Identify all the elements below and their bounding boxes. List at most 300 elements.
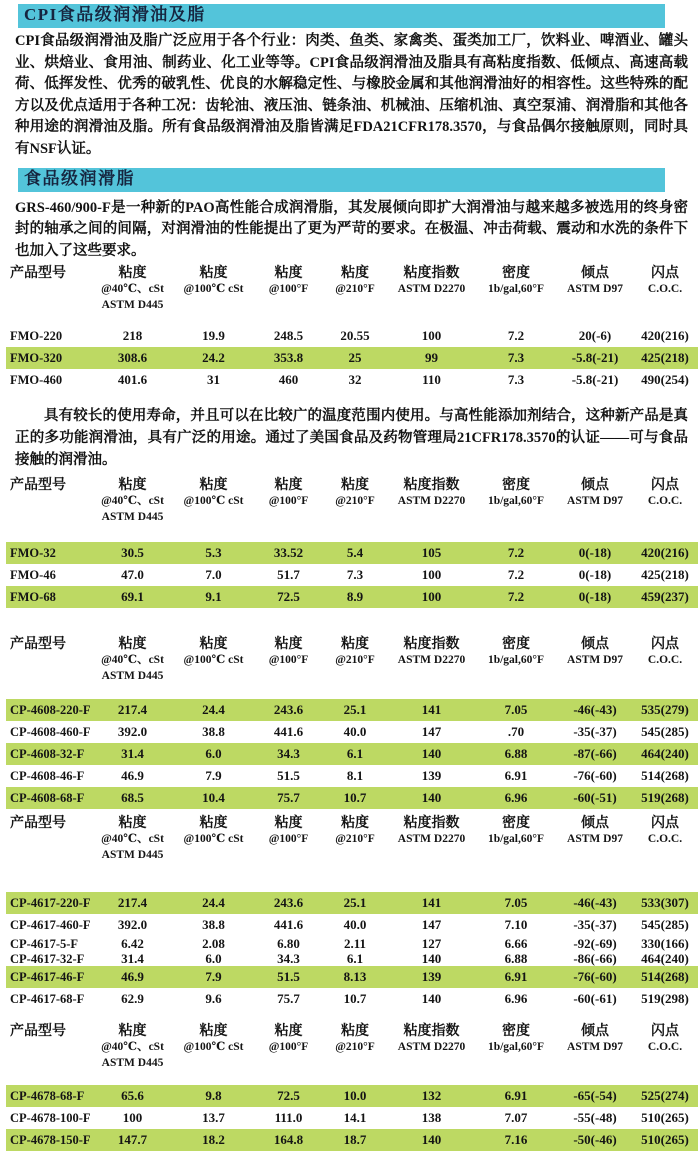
column-header-line: ASTM D97 [567,654,623,667]
value-cell: -5.8(-21) [571,372,619,388]
product-model-cell: CP-4608-32-F [10,747,85,762]
column-header [94,265,171,313]
value-cell: 10.7 [343,790,367,806]
value-cell: 6.80 [277,935,300,951]
value-cell: 6.66 [504,935,528,951]
column-header-line: 密度 [502,478,530,494]
value-cell: 7.3 [507,350,525,366]
value-cell: -76(-60) [573,768,617,784]
value-cell: -35(-37) [573,724,617,740]
value-cell: 127 [421,935,442,951]
column-header-line: @100℃ cSt [183,654,244,667]
column-header [558,636,632,669]
column-header-line: 粘度 [274,816,303,832]
column-header [632,477,698,510]
table-cp4617 [6,815,698,1010]
column-header-line: 1b/gal,60°F [487,1041,545,1054]
column-header [321,636,389,669]
product-model-cell: CP-4617-460-F [10,918,91,933]
value-cell: 38.8 [202,724,225,740]
product-model-cell: CP-4617-5-F [10,936,79,951]
column-header-line: C.O.C. [647,495,683,508]
table-body [6,325,698,391]
column-header [171,636,256,669]
column-header-line: ASTM D2270 [397,283,466,296]
value-cell: 519(298) [641,991,689,1007]
value-cell: 141 [421,702,442,718]
value-cell: 7.3 [507,372,525,388]
main-section-title: CPI食品级润滑油及脂 [24,5,206,24]
column-header [558,815,632,848]
column-header-line: 1b/gal,60°F [487,495,545,508]
value-cell: 10.4 [202,790,225,806]
value-cell: 392.0 [117,724,148,740]
value-cell: 100 [421,589,442,605]
value-cell: 100 [421,567,442,583]
column-header-line: ASTM D2270 [397,495,466,508]
table-row [6,347,698,369]
value-cell: 353.8 [273,350,304,366]
product-model-cell: CP-4617-68-F [10,992,85,1007]
value-cell: 6.1 [346,746,364,762]
value-cell: 248.5 [273,328,304,344]
value-cell: -65(-54) [573,1088,617,1104]
value-cell: 38.8 [202,917,225,933]
value-cell: 46.9 [121,969,144,985]
product-model-cell: CP-4608-460-F [10,725,91,740]
column-header [632,265,698,298]
column-header-line: 产品型号 [10,1024,66,1040]
value-cell: 51.5 [277,768,300,784]
value-cell: -55(-48) [573,1110,617,1126]
column-header [256,815,321,848]
value-cell: 111.0 [274,1110,303,1126]
column-header-line: 粘度 [274,637,303,653]
column-header [632,815,698,848]
value-cell: 525(274) [641,1088,689,1104]
value-cell: 519(268) [641,790,689,806]
column-header-line: 粘度 [341,478,369,494]
value-cell: 7.10 [504,917,528,933]
value-cell: 32 [348,372,362,388]
column-header-line: ASTM D97 [567,833,623,846]
value-cell: 69.1 [121,589,144,605]
value-cell: 25 [348,350,362,366]
column-header-line: 粘度 [199,266,228,282]
column-header-line: 倾点 [581,1024,609,1040]
value-cell: 0(-18) [578,545,612,561]
column-header-line: ASTM D97 [567,1041,623,1054]
table-fmo-light [6,477,698,608]
product-model-cell: CP-4608-46-F [10,769,85,784]
value-cell: 2.11 [343,935,367,951]
value-cell: 7.2 [507,545,525,561]
column-header-line: @210°F [335,654,375,667]
value-cell: 25.1 [343,895,367,911]
intro-paragraph: CPI食品级润滑油及脂广泛应用于各个行业：肉类、鱼类、家禽类、蛋类加工厂，饮料业、啤酒业、罐头业、烘焙业、食用油、制药业、化工业等等。CPI食品级润滑油及脂具有高粘度指数、低倾点、高速高载荷、低挥发性、优秀的破乳性、优良的水解稳定性、与橡胶金属和其他润滑油好的相容性。这些特殊的配方以及优点适用于各种工况：齿轮油、液压油、链条油、机械油、压缩机油、真空泵浦、润滑脂和其他各种用途的润滑油及脂。所有食品级润滑油及脂皆满足FDA21CFR178.3570，与食品偶尔接触原则，同时具有NSF认证。 [15,33,688,157]
value-cell: 140 [421,1132,442,1148]
column-header [321,265,389,298]
value-cell: 25.1 [343,702,367,718]
value-cell: 7.07 [504,1110,528,1126]
value-cell: 147.7 [117,1132,148,1148]
value-cell: 99 [425,350,438,366]
value-cell: 7.9 [205,768,222,784]
table-header-row [6,477,698,527]
value-cell: 31.4 [121,950,144,966]
column-header [389,815,474,848]
table-row [6,564,698,586]
value-cell: 514(268) [641,969,689,985]
value-cell: 5.3 [205,545,222,561]
column-header [558,477,632,510]
value-cell: 2.08 [202,935,225,951]
table-header-row [6,815,698,865]
column-header [389,265,474,298]
value-cell: 47.0 [121,567,144,583]
product-model-cell: CP-4678-100-F [10,1111,91,1126]
column-header [171,1023,256,1056]
value-cell: 40.0 [343,917,367,933]
table-row [6,936,698,951]
value-cell: 9.6 [205,991,222,1007]
product-model-cell: FMO-46 [10,568,56,583]
column-header-line: 粘度指数 [403,637,460,653]
column-header-line: ASTM D445 [101,848,164,861]
value-cell: 141 [421,895,442,911]
column-header [321,1023,389,1056]
value-cell: 30.5 [121,545,144,561]
column-header-line: 产品型号 [10,637,66,653]
value-cell: 420(216) [641,545,689,561]
value-cell: 7.05 [504,702,528,718]
value-cell: 7.3 [346,567,364,583]
column-header-line: 倾点 [581,266,609,282]
column-header-line: C.O.C. [647,654,683,667]
column-header [256,636,321,669]
value-cell: 0(-18) [578,589,612,605]
table-row [6,369,698,391]
value-cell: 218 [122,328,143,344]
product-model-cell: CP-4678-68-F [10,1089,85,1104]
column-header-line: @100°F [268,495,309,508]
column-header [94,636,171,684]
column-header-line: 1b/gal,60°F [487,654,545,667]
column-header-line: 密度 [502,266,530,282]
value-cell: 6.96 [504,790,528,806]
column-header [474,1023,558,1056]
column-header-line: ASTM D445 [101,298,164,311]
column-header [389,1023,474,1056]
table-header-row [6,636,698,686]
value-cell: 6.91 [504,969,528,985]
table-row [6,1129,698,1151]
table-row [6,1085,698,1107]
column-header [389,636,474,669]
column-header-line: @100℃ cSt [183,283,244,296]
value-cell: 10.0 [343,1088,367,1104]
product-model-cell: FMO-32 [10,546,56,561]
table-body [6,1085,698,1151]
column-header-line: @40℃、cSt [101,495,164,508]
column-header-line: 闪点 [651,478,679,494]
column-header-line: 粘度指数 [403,478,460,494]
value-cell: 14.1 [343,1110,367,1126]
value-cell: 51.7 [277,567,300,583]
value-cell: 75.7 [277,790,300,806]
column-header-line: @100°F [268,283,309,296]
column-header [632,636,698,669]
value-cell: 164.8 [273,1132,304,1148]
value-cell: 7.05 [504,895,528,911]
value-cell: -50(-46) [573,1132,617,1148]
column-header-line: C.O.C. [647,283,683,296]
value-cell: -35(-37) [573,917,617,933]
value-cell: 0(-18) [578,567,612,583]
value-cell: 510(265) [641,1110,689,1126]
value-cell: 6.88 [504,950,528,966]
table-row [6,699,698,721]
product-model-cell: FMO-68 [10,590,56,605]
column-header-line: 粘度 [341,266,369,282]
table-header-row [6,265,698,315]
value-cell: 7.0 [205,567,222,583]
value-cell: 46.9 [121,768,144,784]
product-model-cell: CP-4678-150-F [10,1133,91,1148]
value-cell: 6.88 [504,746,528,762]
product-model-cell: CP-4617-220-F [10,896,91,911]
value-cell: 9.8 [205,1088,222,1104]
column-header-line: ASTM D2270 [397,1041,466,1054]
column-header [6,636,94,653]
column-header-line: C.O.C. [647,1041,683,1054]
value-cell: 330(166) [641,935,689,951]
value-cell: -86(-66) [573,950,617,966]
value-cell: 514(268) [641,768,689,784]
column-header-line: ASTM D445 [101,1056,164,1069]
table-header-row [6,1023,698,1073]
fmo-paragraph: 具有较长的使用寿命，并且可以在比较广的温度范围内使用。与高性能添加剂结合，这种新产品是真正的多功能润滑油，具有广泛的用途。通过了美国食品及药物管理局21CFR178.3570的认证——可与食品接触的润滑油。 [15,408,688,468]
column-header-line: @100℃ cSt [183,833,244,846]
value-cell: 392.0 [117,917,148,933]
value-cell: 7.16 [504,1132,528,1148]
column-header [256,477,321,510]
column-header [558,1023,632,1056]
column-header-line: ASTM D445 [101,669,164,682]
column-header [558,265,632,298]
column-header-line: ASTM D97 [567,283,623,296]
value-cell: 217.4 [117,895,148,911]
column-header-line: 粘度 [118,816,147,832]
value-cell: 75.7 [277,991,300,1007]
table-cp4608 [6,636,698,809]
value-cell: 31 [207,372,220,388]
column-header-line: @210°F [335,833,375,846]
column-header-line: 粘度 [118,266,147,282]
value-cell: 20(-6) [578,328,612,344]
column-header [474,815,558,848]
column-header-line: 粘度 [199,637,228,653]
grease-paragraph: GRS-460/900-F是一种新的PAO高性能合成润滑脂，其发展倾向即扩大润滑油与越来越多被选用的终身密封的轴承之间的间隔，对润滑油的性能提出了更为严苛的要求。在极温、冲击荷载、震动和水洗的条件下也加入了这些要求。 [15,199,688,259]
value-cell: 139 [421,969,442,985]
column-header [256,265,321,298]
value-cell: -92(-69) [573,935,617,951]
table-row [6,325,698,347]
value-cell: 100 [421,328,442,344]
table-row [6,721,698,743]
column-header-line: @40℃、cSt [101,1041,164,1054]
value-cell: 308.6 [117,350,148,366]
value-cell: 510(265) [641,1132,689,1148]
value-cell: 105 [421,545,442,561]
column-header-line: @100°F [268,833,309,846]
product-model-cell: FMO-320 [10,351,63,366]
product-model-cell: CP-4608-68-F [10,791,85,806]
value-cell: 243.6 [273,702,304,718]
value-cell: 10.7 [343,991,367,1007]
column-header-line: 粘度 [118,478,147,494]
value-cell: 132 [421,1088,442,1104]
column-header [632,1023,698,1056]
column-header-line: @40℃、cSt [101,833,164,846]
value-cell: 6.91 [504,768,528,784]
product-model-cell: FMO-460 [10,373,63,388]
value-cell: 72.5 [277,589,300,605]
column-header-line: 粘度 [341,816,369,832]
value-cell: 34.3 [277,950,300,966]
column-header-line: 倾点 [581,637,609,653]
table-body [6,542,698,608]
value-cell: 33.52 [273,545,304,561]
value-cell: 460 [278,372,299,388]
column-header-line: 密度 [502,1024,530,1040]
value-cell: -60(-51) [573,790,617,806]
value-cell: 138 [421,1110,442,1126]
column-header-line: 倾点 [581,816,609,832]
product-model-cell: CP-4617-46-F [10,970,85,985]
value-cell: 7.2 [507,589,525,605]
value-cell: 31.4 [121,746,144,762]
column-header-line: 粘度 [199,816,228,832]
value-cell: 8.13 [343,969,367,985]
value-cell: 72.5 [277,1088,300,1104]
value-cell: 425(218) [641,350,689,366]
column-header-line: 密度 [502,637,530,653]
table-row [6,765,698,787]
column-header [94,815,171,863]
table-row [6,1107,698,1129]
value-cell: 9.1 [205,589,222,605]
value-cell: 140 [421,746,442,762]
column-header [94,1023,171,1071]
column-header [6,1023,94,1040]
value-cell: 464(240) [641,950,689,966]
column-header-line: @100°F [268,1041,309,1054]
value-cell: 459(237) [641,589,689,605]
value-cell: 68.5 [121,790,144,806]
column-header [321,815,389,848]
column-header-line: 粘度 [199,478,228,494]
column-header-line: 倾点 [581,478,609,494]
value-cell: -87(-66) [573,746,617,762]
column-header-line: 闪点 [651,266,679,282]
value-cell: 7.2 [507,328,525,344]
value-cell: -5.8(-21) [571,350,619,366]
value-cell: 19.9 [202,328,225,344]
column-header-line: 粘度 [274,266,303,282]
column-header-line: 粘度 [118,1024,147,1040]
value-cell: 5.4 [346,545,364,561]
column-header-line: C.O.C. [647,833,683,846]
table-row [6,988,698,1010]
value-cell: -76(-60) [573,969,617,985]
column-header [474,636,558,669]
column-header-line: @210°F [335,1041,375,1054]
column-header [6,477,94,494]
column-header [474,477,558,510]
column-header-line: @40℃、cSt [101,654,164,667]
column-header [6,265,94,282]
table-row [6,743,698,765]
column-header [474,265,558,298]
table-cp4678 [6,1023,698,1151]
column-header-line: 粘度 [274,478,303,494]
value-cell: 147 [421,917,442,933]
value-cell: 464(240) [641,746,689,762]
product-model-cell: FMO-220 [10,329,63,344]
column-header [94,477,171,525]
value-cell: 545(285) [641,724,689,740]
section-bar-grease [18,168,665,192]
column-header-line: 粘度 [341,637,369,653]
value-cell: 147 [421,724,442,740]
table-row [6,586,698,608]
value-cell: .70 [507,724,525,740]
column-header-line: @210°F [335,495,375,508]
column-header-line: ASTM D445 [101,510,164,523]
column-header [171,477,256,510]
column-header-line: 粘度 [341,1024,369,1040]
table-row [6,914,698,936]
section-bar-main [18,4,665,28]
column-header-line: 密度 [502,816,530,832]
column-header-line: 产品型号 [10,478,66,494]
table-body [6,892,698,1010]
value-cell: 140 [421,950,442,966]
value-cell: 40.0 [343,724,367,740]
column-header-line: 1b/gal,60°F [487,283,545,296]
column-header [256,1023,321,1056]
value-cell: 6.0 [205,950,222,966]
column-header-line: @100℃ cSt [183,495,244,508]
column-header-line: ASTM D2270 [397,654,466,667]
value-cell: 217.4 [117,702,148,718]
column-header-line: @40℃、cSt [101,283,164,296]
value-cell: 6.42 [121,935,144,951]
value-cell: 243.6 [273,895,304,911]
column-header [171,815,256,848]
value-cell: 65.6 [121,1088,144,1104]
value-cell: 24.2 [202,350,225,366]
value-cell: 139 [421,768,442,784]
column-header-line: 粘度指数 [403,816,460,832]
column-header [171,265,256,298]
value-cell: 18.7 [343,1132,367,1148]
column-header-line: @210°F [335,283,375,296]
table-row [6,892,698,914]
column-header [321,477,389,510]
value-cell: 100 [122,1110,143,1126]
